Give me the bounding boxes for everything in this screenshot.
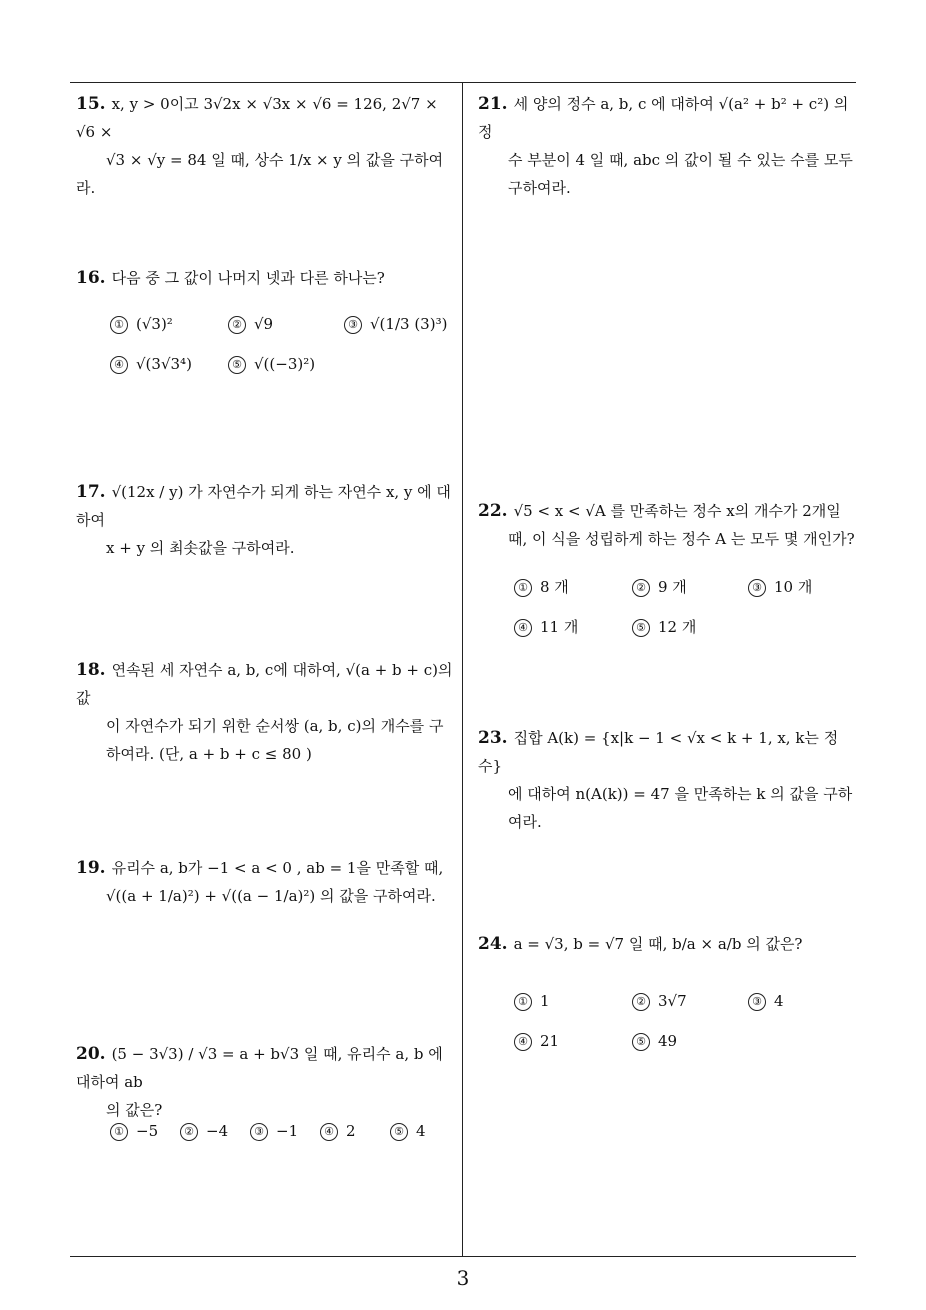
question-number: 22.	[478, 501, 508, 521]
question-number: 20.	[76, 1044, 106, 1064]
option-2[interactable]: ② 3√7	[632, 992, 687, 1011]
question-text-line3: 여라.	[508, 813, 542, 831]
question-number: 15.	[76, 94, 106, 114]
option-2[interactable]: ② −4	[180, 1122, 228, 1141]
question-15	[76, 90, 456, 202]
question-text-line2: 에 대하여 n(A(k)) = 47 을 만족하는 k 의 값을 구하	[508, 785, 853, 803]
question-17	[76, 478, 456, 562]
option-1[interactable]: ① −5	[110, 1122, 158, 1141]
question-24	[478, 930, 858, 958]
bottom-rule	[70, 1256, 856, 1257]
question-text-line2: 이 자연수가 되기 위한 순서쌍 (a, b, c)의 개수를 구	[106, 717, 444, 735]
option-5[interactable]: ⑤ 49	[632, 1032, 677, 1051]
question-text-line2: 수 부분이 4 일 때, abc 의 값이 될 수 있는 수를 모두	[508, 151, 853, 169]
question-text-line1: x, y > 0이고 3√2x × √3x × √6 = 126, 2√7 × √6 ×	[76, 95, 438, 141]
question-22	[478, 497, 858, 553]
question-number: 21.	[478, 94, 508, 114]
option-5[interactable]: ⑤ √((−3)²)	[228, 355, 315, 374]
question-18	[76, 656, 456, 768]
option-4[interactable]: ④ 11 개	[514, 616, 578, 637]
question-number: 19.	[76, 858, 106, 878]
option-2[interactable]: ② 9 개	[632, 576, 687, 597]
option-3[interactable]: ③ 10 개	[748, 576, 812, 597]
option-2[interactable]: ② √9	[228, 315, 273, 334]
option-4[interactable]: ④ 2	[320, 1122, 356, 1141]
question-text-line2: √3 × √y = 84 일 때, 상수 1/x × y 의 값을 구하여라.	[76, 151, 444, 197]
question-text-line2: x + y 의 최솟값을 구하여라.	[106, 539, 295, 557]
option-5[interactable]: ⑤ 12 개	[632, 616, 696, 637]
option-1[interactable]: ① 1	[514, 992, 550, 1011]
option-1[interactable]: ① (√3)²	[110, 315, 173, 334]
question-text-line1: a = √3, b = √7 일 때, b/a × a/b 의 값은?	[513, 935, 803, 953]
question-20	[76, 1040, 456, 1124]
question-text-line3: 구하여라.	[508, 179, 571, 197]
option-5[interactable]: ⑤ 4	[390, 1122, 426, 1141]
question-text-line2: 의 값은?	[106, 1101, 163, 1119]
option-4[interactable]: ④ 21	[514, 1032, 559, 1051]
question-text-line3: 하여라. (단, a + b + c ≤ 80 )	[106, 745, 312, 763]
option-1[interactable]: ① 8 개	[514, 576, 569, 597]
question-text-line1: 집합 A(k) = {x|k − 1 < √x < k + 1, x, k는 정수}	[478, 729, 839, 775]
question-text-line1: √5 < x < √A 를 만족하는 정수 x의 개수가 2개일	[513, 502, 841, 520]
question-number: 17.	[76, 482, 106, 502]
question-23	[478, 724, 858, 836]
option-3[interactable]: ③ −1	[250, 1122, 298, 1141]
question-text-line1: 세 양의 정수 a, b, c 에 대하여 √(a² + b² + c²) 의 정	[478, 95, 849, 141]
question-number: 18.	[76, 660, 106, 680]
question-19	[76, 854, 456, 910]
question-text-line2: 때, 이 식을 성립하게 하는 정수 A 는 모두 몇 개인가?	[508, 530, 855, 548]
question-text-line2: √((a + 1/a)²) + √((a − 1/a)²) 의 값을 구하여라.	[106, 887, 436, 905]
question-number: 24.	[478, 934, 508, 954]
option-3[interactable]: ③ √(1/3 (3)³)	[344, 315, 447, 334]
question-text-line1: 다음 중 그 값이 나머지 넷과 다른 하나는?	[111, 269, 385, 287]
question-text-line1: 연속된 세 자연수 a, b, c에 대하여, √(a + b + c)의 값	[76, 661, 453, 707]
question-number: 23.	[478, 728, 508, 748]
option-3[interactable]: ③ 4	[748, 992, 784, 1011]
top-rule	[70, 82, 856, 83]
option-4[interactable]: ④ √(3√3⁴)	[110, 355, 192, 374]
question-text-line1: √(12x / y) 가 자연수가 되게 하는 자연수 x, y 에 대하여	[76, 483, 451, 529]
column-divider	[462, 82, 463, 1257]
question-number: 16.	[76, 268, 106, 288]
question-16	[76, 264, 456, 292]
question-text-line1: 유리수 a, b가 −1 < a < 0 , ab = 1을 만족할 때,	[111, 859, 444, 877]
page-number: 3	[456, 1266, 470, 1290]
question-text-line1: (5 − 3√3) / √3 = a + b√3 일 때, 유리수 a, b 에 대하여 ab	[76, 1045, 443, 1091]
question-21	[478, 90, 858, 202]
